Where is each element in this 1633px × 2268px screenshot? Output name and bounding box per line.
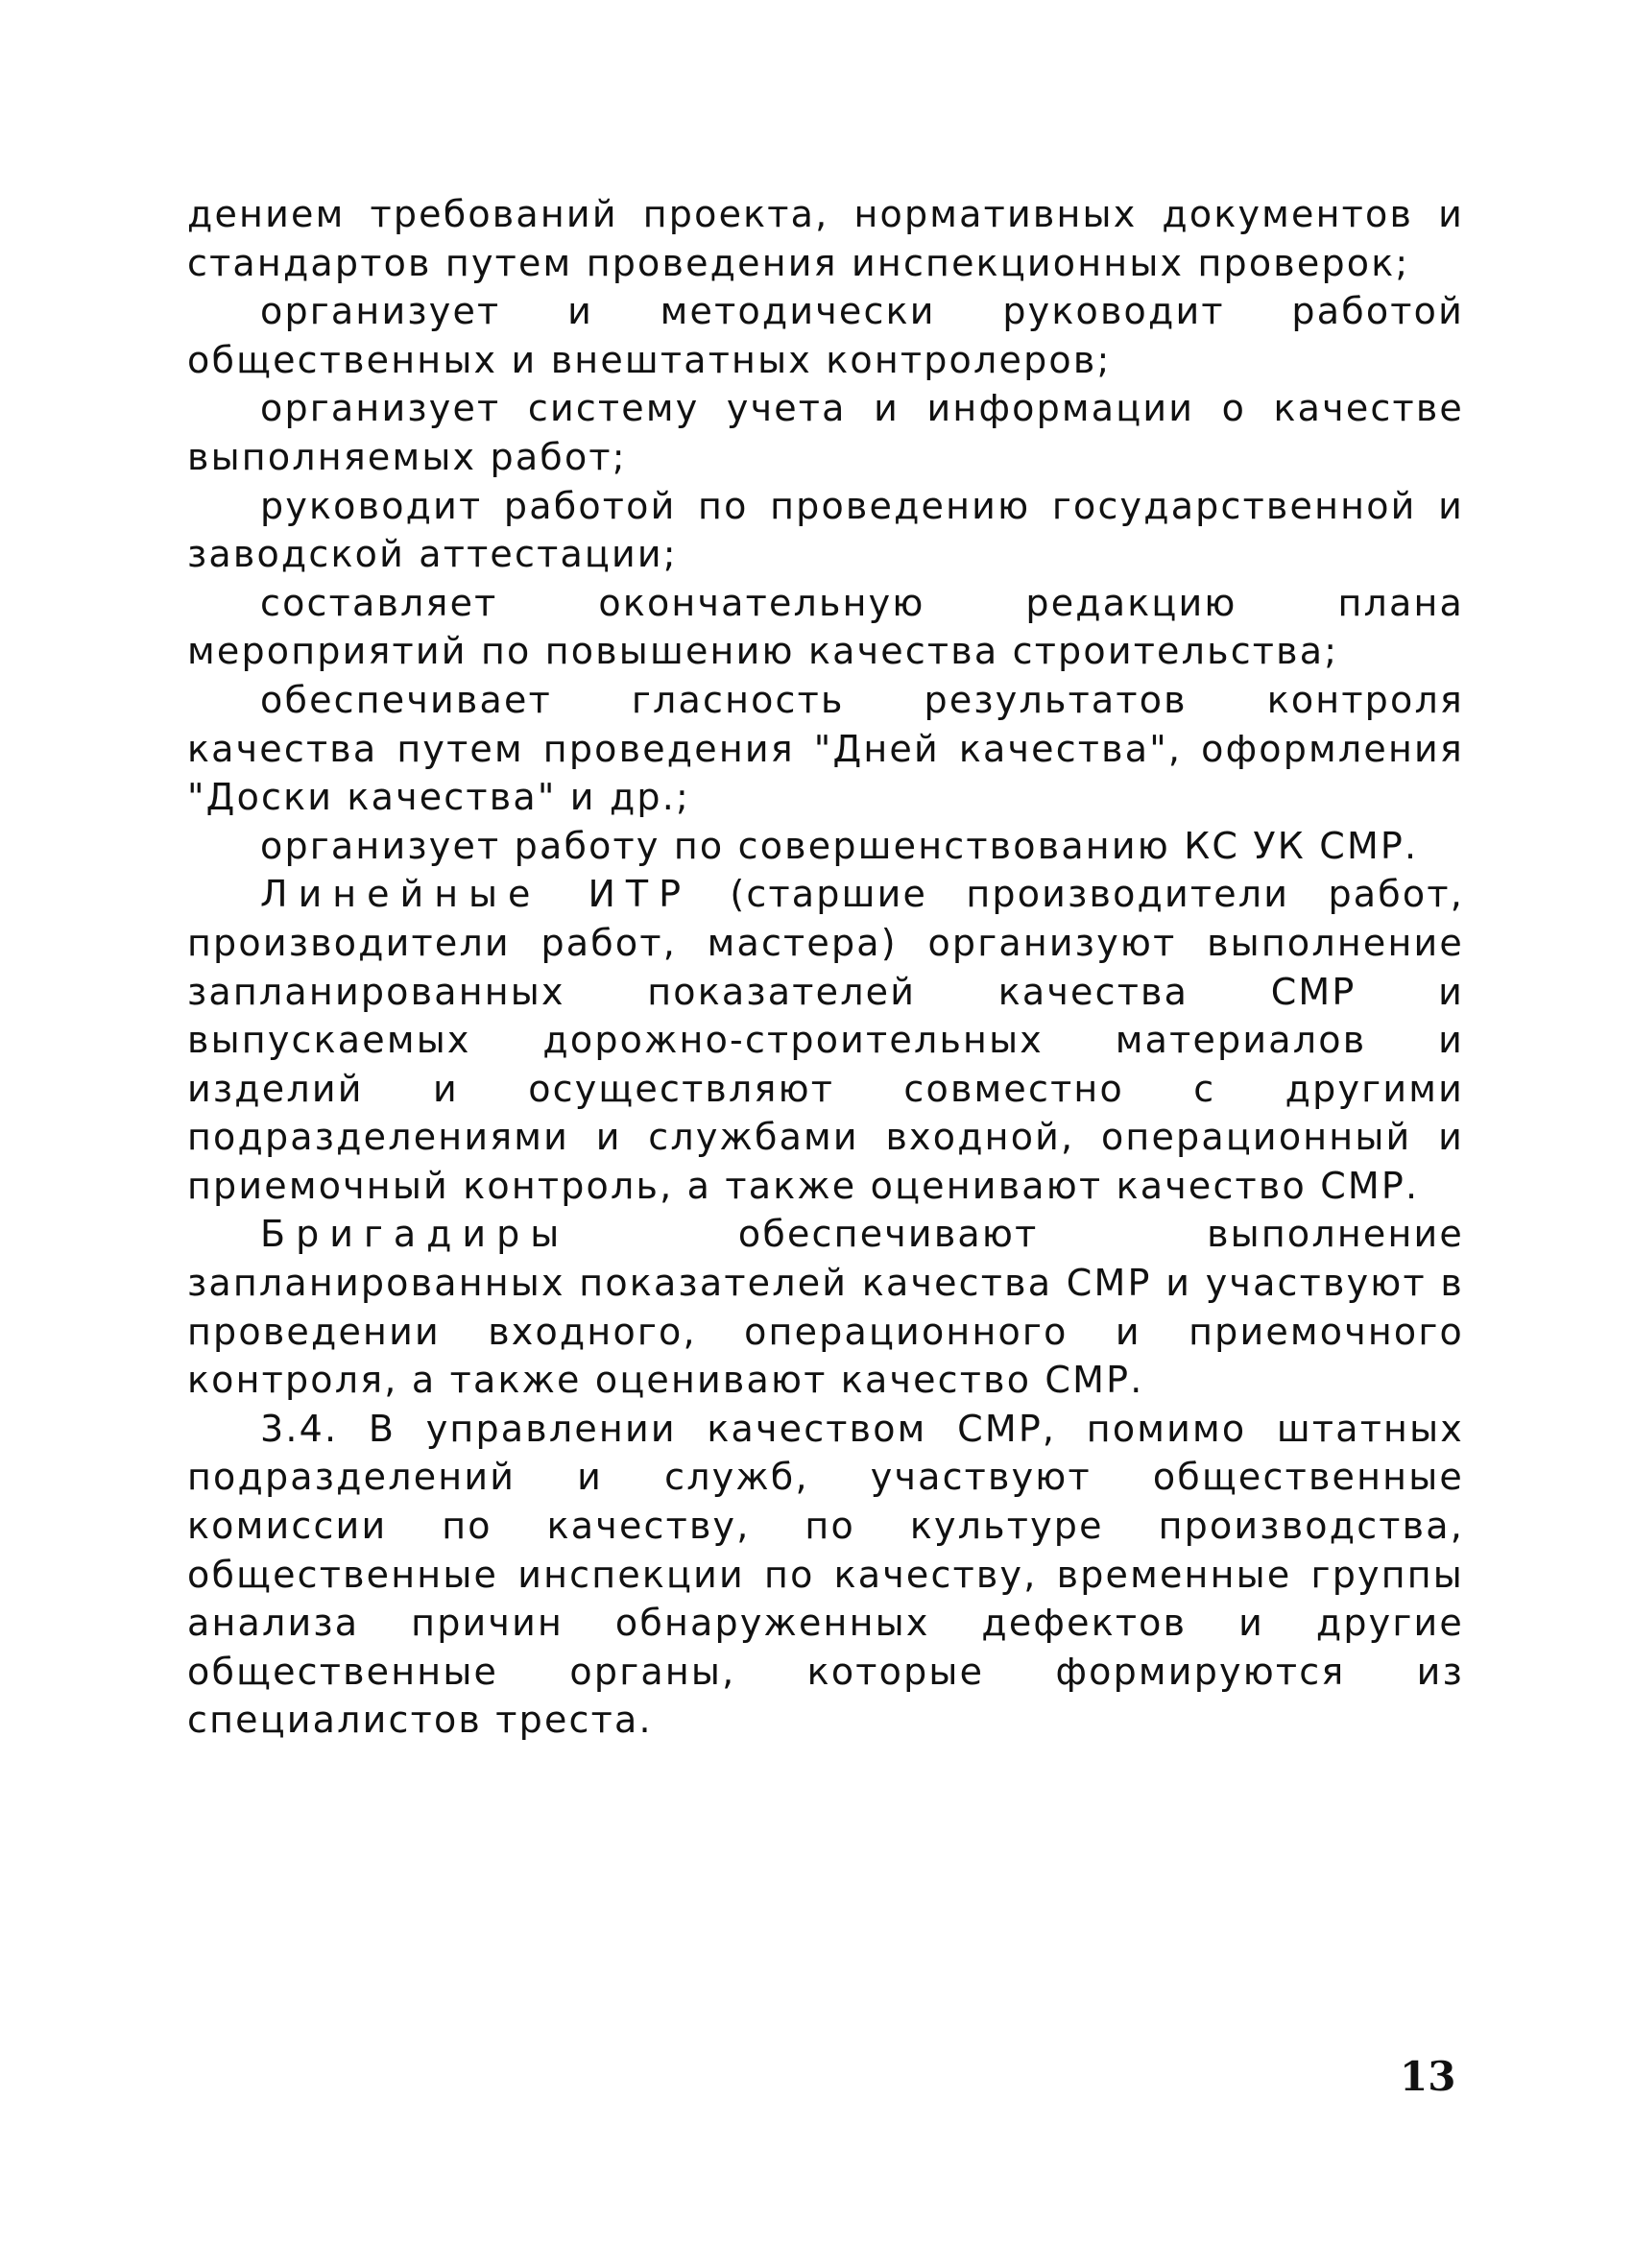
paragraph-accounting: организует систему учета и информации о качестве выполняемых работ; [187, 387, 1464, 478]
brigadiers-term: Бригадиры [260, 1213, 570, 1256]
itr-text: (старшие производители работ, производители работ, мастера) организуют выполнение запланированных показателей качества СМР и выпускаемых дорожно-строительных материалов и изделий и осуществляют совместно с другими подразделениями и службами входной, операционный и приемочный контроль, а также оценивают качество СМР. [187, 873, 1464, 1207]
paragraph-brigadiers [187, 1210, 1464, 1404]
paragraph-itr [187, 870, 1464, 1210]
paragraph-section-3-4: 3.4. В управлении качеством СМР, помимо штатных подразделений и служб, участвуют общественные комиссии по качеству, по культуре производства, общественные инспекции по качеству, временные группы анализа причин обнаруженных дефектов и другие общественные органы, которые формируются из специалистов треста. [187, 1407, 1464, 1742]
paragraph-attestation: руководит работой по проведению государственной и заводской аттестации; [187, 484, 1464, 576]
paragraph-controllers: организует и методически руководит работой общественных и внештатных контролеров; [187, 290, 1464, 381]
page-number: 13 [1400, 2053, 1456, 2100]
page-body [187, 190, 1464, 1745]
paragraph-plan: составляет окончательную редакцию плана мероприятий по повышению качества строительства; [187, 581, 1464, 673]
paragraph-publicity: обеспечивает гласность результатов контроля качества путем проведения "Дней качества", оформления "Доски качества" и др.; [187, 678, 1464, 819]
paragraph-improvement: организует работу по совершенствованию КС УК СМР. [260, 824, 1419, 867]
paragraph-continuation: дением требований проекта, нормативных документов и стандартов путем проведения инспекционных проверок; [187, 193, 1464, 284]
itr-term: Линейные ИТР [260, 873, 692, 916]
brigadiers-text: обеспечивают выполнение запланированных показателей качества СМР и участвуют в проведении входного, операционного и приемочного контроля, а также оценивают качество СМР. [187, 1213, 1464, 1402]
